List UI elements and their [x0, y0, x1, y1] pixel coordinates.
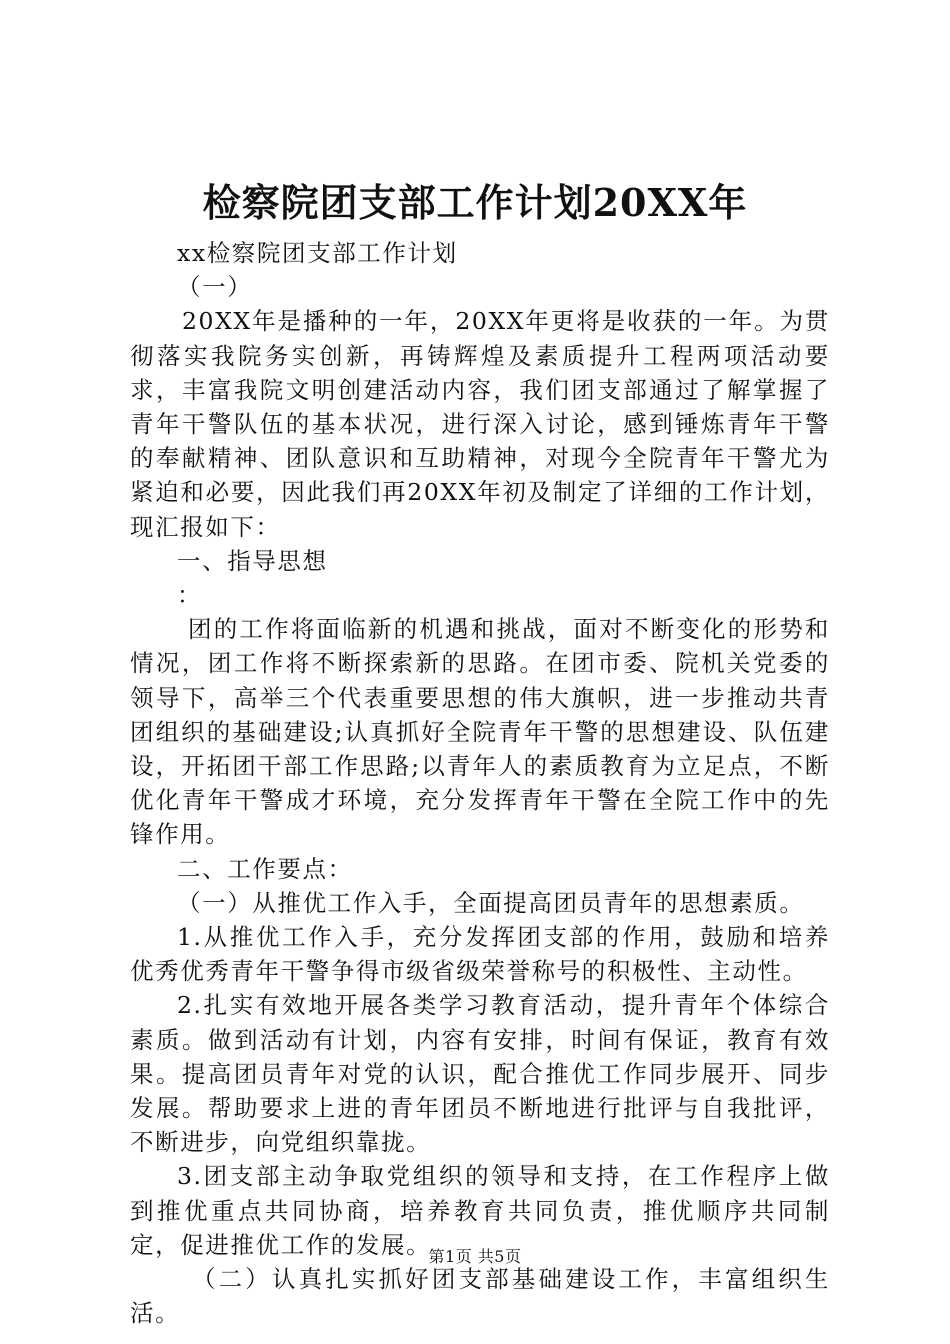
paragraph-section-one-marker: （一） — [177, 273, 253, 302]
subheading-point-two: （二）认真扎实抓好团支部基础建设工作，丰富组织生活。 — [130, 1265, 830, 1328]
page-footer: 第1页 共5页 — [428, 1247, 522, 1266]
paragraph-colon: ： — [177, 581, 203, 610]
paragraph-guiding-thought: 团的工作将面临新的机遇和挑战，面对不断变化的形势和情况，团工作将不断探索新的思路。在团市委、院机关党委的领导下，高举三个代表重要思想的伟大旗帜，进一步推动共青团组织的基础建设;认真抓好全院青年干警的思想建设、队伍建设，开拓团干部工作思路;以青年人的素质教育为立足点，不断优化青年干警成才环境，充分发挥青年干警在全院工作中的先锋作用。 — [130, 615, 830, 849]
heading-work-points: 二、工作要点： — [177, 854, 353, 883]
paragraph-intro: 20XX年是播种的一年，20XX年更将是收获的一年。为贯彻落实我院务实创新，再铸辉煌及素质提升工程两项活动要求，丰富我院文明创建活动内容，我们团支部通过了解掌握了青年干警队伍的基本状况，进行深入讨论，感到锤炼青年干警的奉献精神、团队意识和互助精神，对现今全院青年干警尤为紧迫和必要，因此我们再20XX年初及制定了详细的工作计划，现汇报如下： — [130, 307, 830, 541]
paragraph-subtitle: xx检察院团支部工作计划 — [177, 239, 458, 267]
list-item-one: 1.从推优工作入手，充分发挥团支部的作用，鼓励和培养优秀优秀青年干警争得市级省级荣誉称号的积极性、主动性。 — [130, 923, 830, 986]
list-item-three: 3.团支部主动争取党组织的领导和支持，在工作程序上做到推优重点共同协商，培养教育共同负责，推优顺序共同制定，促进推优工作的发展。 — [130, 1162, 830, 1259]
subheading-point-one: （一）从推优工作入手，全面提高团员青年的思想素质。 — [177, 888, 805, 917]
list-item-two: 2.扎实有效地开展各类学习教育活动，提升青年个体综合素质。做到活动有计划，内容有安排，时间有保证，教育有效果。提高团员青年对党的认识，配合推优工作同步展开、同步发展。帮助要求上进的青年团员不断地进行批评与自我批评，不断进步，向党组织靠拢。 — [130, 991, 830, 1157]
document-title: 检察院团支部工作计划20XX年 — [202, 180, 748, 225]
document-body — [130, 236, 830, 1331]
heading-guiding-thought: 一、指导思想 — [177, 546, 328, 575]
